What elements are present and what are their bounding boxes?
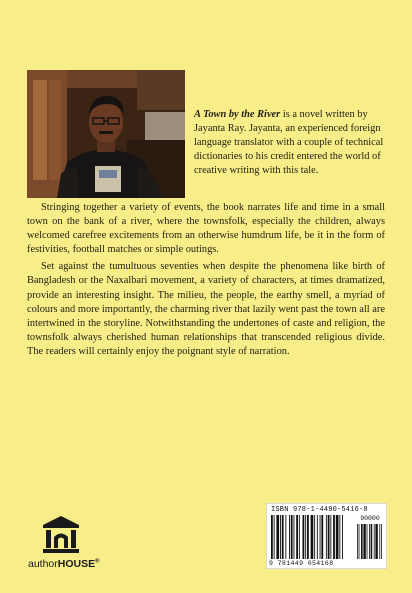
blurb-paragraph-2: Set against the tumultuous seventies when despite the phenomena like birth of Bangladesh or the Naxalbari movement, a variety of characters, at times dramatized, provide an interesting insight. The milieu, the people, the earthy smell, a myriad of colours and more importantly, the charming river that lazily went past the town all are intertwined in the storyline. Notwithstanding the undertones of caste and religion, the townsfolk always cherished human relationships that transcended religious divide. The readers will certainly enjoy the poignant style of narration.	[27, 261, 385, 357]
book-title: A Town by the River	[194, 109, 281, 120]
building-columns-icon	[42, 515, 80, 555]
publisher-name	[28, 558, 108, 570]
blurb-body	[27, 201, 385, 362]
barcode-addon: 90000	[355, 515, 385, 522]
isbn-barcode	[266, 503, 387, 569]
barcode-digits: 9 781449 054168	[269, 560, 334, 567]
publisher-name-part1: author	[28, 558, 58, 570]
isbn-text: ISBN 978-1-4490-5416-8	[271, 506, 368, 514]
intro-text: is a novel written by Jayanta Ray. Jayanta, an experienced foreign language translator with a couple of technical dictionaries to his credit entered the world of creative writing with this tale.	[194, 109, 384, 177]
registered-mark: ®	[95, 558, 100, 565]
publisher-logo	[28, 515, 104, 577]
author-photo	[27, 70, 185, 198]
blurb-paragraph-1: Stringing together a variety of events, the book narrates life and time in a small town on the bank of a river, where the townsfolk, especially the children, always welcomed carefree excitements from an otherwise humdrum life, be it in the form of festivities, football matches or simple outings.	[27, 202, 385, 256]
intro-paragraph	[194, 108, 386, 178]
publisher-name-part2: HOUSE	[57, 558, 96, 570]
